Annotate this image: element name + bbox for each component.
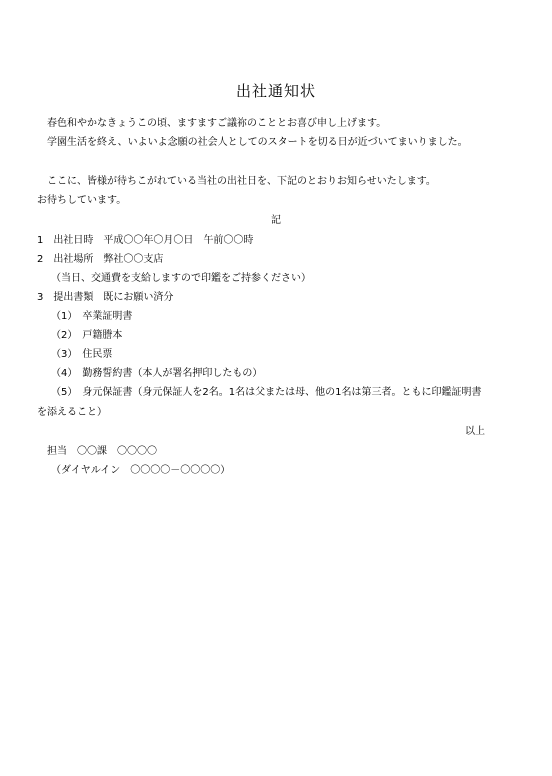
notice-paragraph: ここに、皆様が待ちこがれている当社の出社日を、下記のとおりお知らせいたします。	[37, 176, 436, 187]
document-item: （1） 卒業証明書	[51, 311, 133, 322]
ki-heading: 記	[271, 215, 281, 226]
item-place-note: （当日、交通費を支給しますので印鑑をご持参ください）	[51, 273, 311, 284]
contact-person: 担当 〇〇課 〇〇〇〇	[47, 446, 157, 457]
document-item: （4） 勤務誓約書（本人が署名押印したもの）	[51, 368, 263, 379]
closing-ijou: 以上	[465, 426, 485, 437]
item-arrival-datetime: 1 出社日時 平成〇〇年〇月〇日 午前〇〇時	[37, 235, 254, 246]
contact-dial-in: （ダイヤルイン 〇〇〇〇－〇〇〇〇）	[51, 465, 231, 476]
document-item: （3） 住民票	[51, 349, 113, 360]
intro-paragraph: 学園生活を終え、いよいよ念願の社会人としてのスタートを切る日が近づいてまいりました。	[37, 137, 468, 148]
waiting-line: お待ちしています。	[37, 195, 127, 206]
document-item: （5） 身元保証書（身元保証人を2名。1名は父または母、他の1名は第三者。ともに印鑑証明書を添えること）	[37, 387, 482, 418]
item-arrival-place: 2 出社場所 弊社〇〇支店	[37, 254, 164, 265]
item-documents-heading: 3 提出書類 既にお願い済分	[37, 292, 174, 303]
document-title: 出社通知状	[235, 82, 316, 100]
document-item: （2） 戸籍謄本	[51, 330, 123, 341]
greeting-paragraph: 春色和やかなきょうこの頃、ますますご議祢のこととお喜び申し上げます。	[37, 118, 387, 129]
